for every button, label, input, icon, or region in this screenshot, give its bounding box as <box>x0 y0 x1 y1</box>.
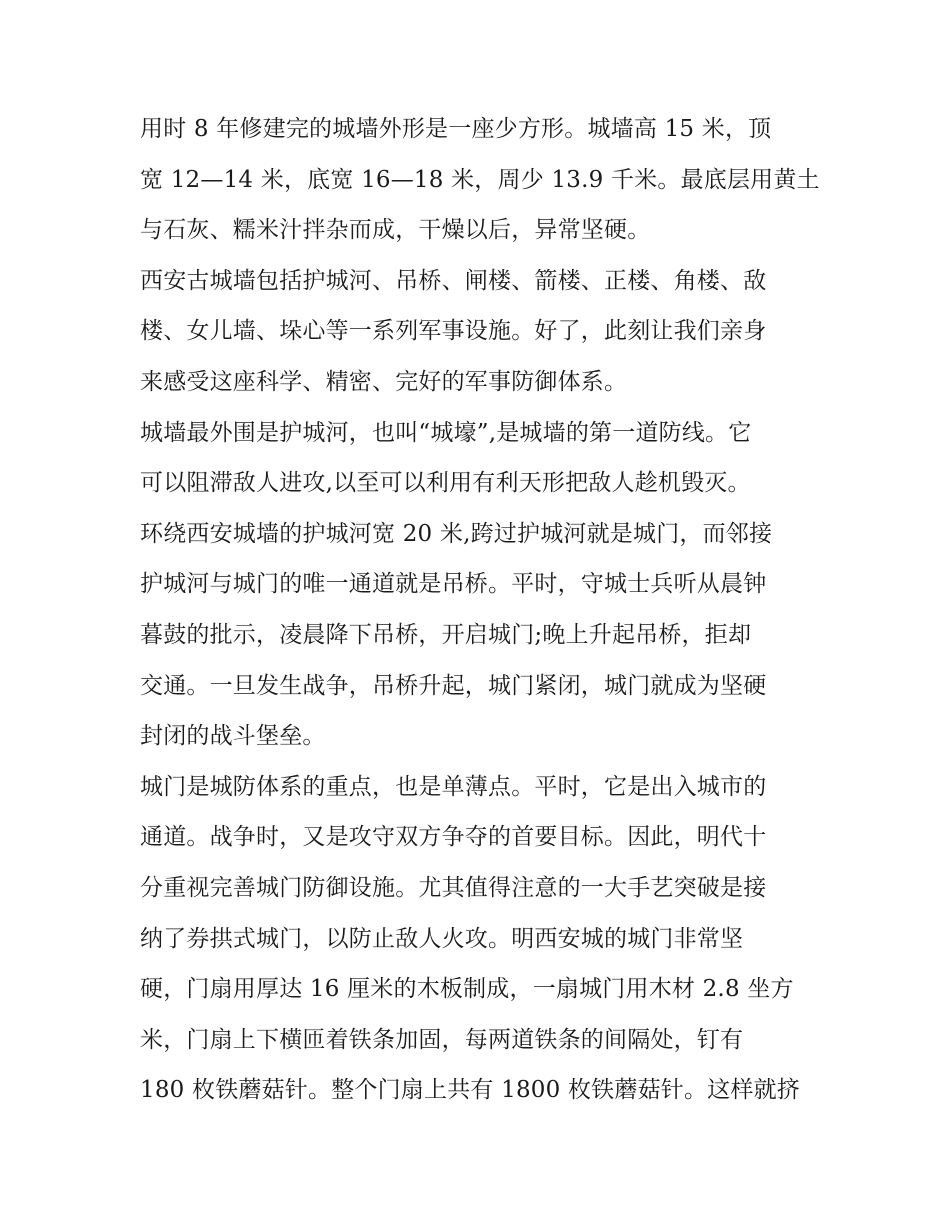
text-line: 护城河与城门的唯一通道就是吊桥。平时，守城士兵听从晨钟 <box>140 571 767 598</box>
text-line: 硬，门扇用厚达 16 厘米的木板制成，一扇城门用木材 2.8 坐方 <box>140 976 794 1003</box>
text-line: 米，门扇上下横匝着铁条加固，每两道铁条的间隔处，钉有 <box>140 1026 744 1053</box>
text-line: 楼、女儿墙、垛心等一系列军事设施。好了，此刻让我们亲身 <box>140 318 767 345</box>
body-text <box>140 104 820 1116</box>
text-line: 通道。战争时，又是攻守双方争夺的首要目标。因此，明代十 <box>140 824 767 851</box>
text-line: 城门是城防体系的重点，也是单薄点。平时，它是出入城市的 <box>140 773 767 800</box>
text-line: 可以阻滞敌人进攻,以至可以利用有利天形把敌人趁机毁灭。 <box>140 470 751 497</box>
text-line: 宽 12—14 米，底宽 16—18 米，周少 13.9 千米。最底层用黄土 <box>140 166 820 193</box>
text-line: 用时 8 年修建完的城墙外形是一座少方形。城墙高 15 米，顶 <box>140 116 772 142</box>
text-line: 纳了券拱式城门，以防止敌人火攻。明西安城的城门非常坚 <box>140 925 744 952</box>
text-line: 与石灰、糯米汁拌杂而成，干燥以后，异常坚硬。 <box>140 217 651 244</box>
text-line: 封闭的战斗堡垒。 <box>140 723 326 750</box>
text-line: 西安古城墙包括护城河、吊桥、闸楼、箭楼、正楼、角楼、敌 <box>140 267 767 294</box>
text-line: 环绕西安城墙的护城河宽 20 米,跨过护城河就是城门，而邻接 <box>140 520 773 547</box>
text-line: 来感受这座科学、精密、完好的军事防御体系。 <box>140 368 628 395</box>
text-line: 分重视完善城门防御设施。尤其值得注意的一大手艺突破是接 <box>140 874 767 901</box>
text-line: 交通。一旦发生战争，吊桥升起，城门紧闭，城门就成为坚硬 <box>140 672 767 699</box>
text-line: 暮鼓的批示，凌晨降下吊桥，开启城门;晚上升起吊桥，拒却 <box>140 621 752 648</box>
text-line: 180 枚铁蘑菇针。整个门扇上共有 1800 枚铁蘑菇针。这样就挤 <box>140 1077 800 1104</box>
text-line: 城墙最外围是护城河，也叫“城壕”,是城墙的第一道防线。它 <box>140 419 752 446</box>
